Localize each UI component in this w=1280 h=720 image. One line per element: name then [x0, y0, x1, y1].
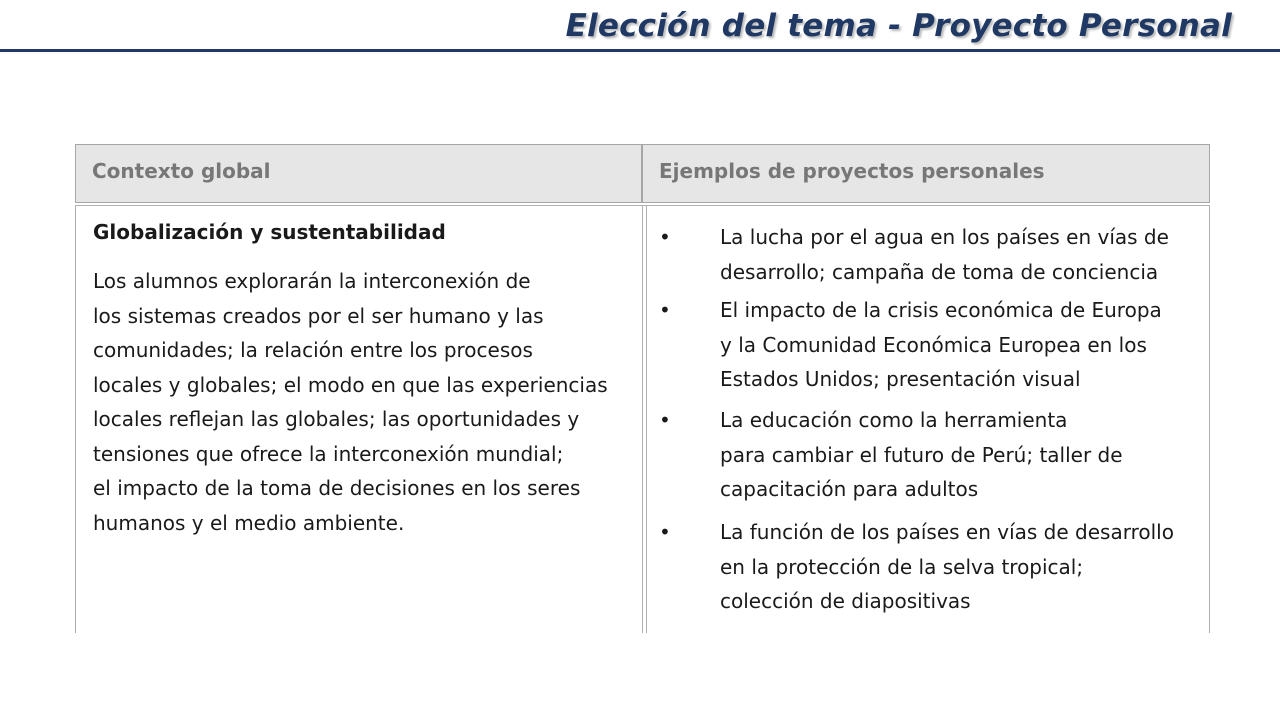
example-text — [720, 293, 1162, 397]
context-line: locales reflejan las globales; las oportunidades y — [93, 407, 580, 431]
slide-title: Elección del tema - Proyecto Personal — [565, 8, 1232, 44]
context-line: tensiones que ofrece la interconexión mundial; — [93, 441, 564, 466]
context-title: Globalización y sustentabilidad — [93, 220, 446, 244]
examples-cell — [642, 206, 1210, 633]
example-line: para cambiar el futuro de Perú; taller de — [720, 442, 1123, 467]
projects-table — [75, 144, 1210, 633]
bullet: • — [659, 225, 671, 249]
example-line: La lucha por el agua en los países en vías de — [720, 225, 1169, 249]
context-line: los sistemas creados por el ser humano y las — [93, 303, 544, 328]
column-divider — [646, 206, 647, 633]
header-cell-examples — [642, 144, 1210, 203]
example-line: en la protección de la selva tropical; — [720, 554, 1084, 579]
example-text — [720, 515, 1174, 619]
example-line: y la Comunidad Económica Europea en los — [720, 332, 1147, 357]
example-line: colección de diapositivas — [720, 589, 971, 613]
bullet: • — [659, 408, 671, 432]
example-line: El impacto de la crisis económica de Europa — [720, 298, 1162, 322]
example-line: La función de los países en vías de desarrollo — [720, 520, 1174, 544]
context-description — [93, 264, 638, 540]
example-line: Estados Unidos; presentación visual — [720, 367, 1081, 391]
title-underline — [0, 49, 1280, 52]
context-line: humanos y el medio ambiente. — [93, 510, 405, 535]
context-cell — [75, 206, 642, 633]
example-line: desarrollo; campaña de toma de conciencia — [720, 259, 1159, 284]
context-line: el impacto de la toma de decisiones en los seres — [93, 476, 581, 500]
context-line: locales y globales; el modo en que las experiencias — [93, 372, 608, 397]
context-line: Los alumnos explorarán la interconexión de — [93, 269, 531, 293]
header-label-examples: Ejemplos de proyectos personales — [659, 159, 1045, 183]
example-text — [720, 403, 1123, 507]
header-label-context: Contexto global — [92, 159, 271, 183]
example-line: capacitación para adultos — [720, 477, 979, 501]
example-line: La educación como la herramienta — [720, 408, 1068, 432]
bullet: • — [659, 298, 671, 322]
context-line: comunidades; la relación entre los procesos — [93, 338, 533, 362]
header-cell-context — [75, 144, 642, 203]
bullet: • — [659, 520, 671, 544]
example-text — [720, 220, 1169, 289]
